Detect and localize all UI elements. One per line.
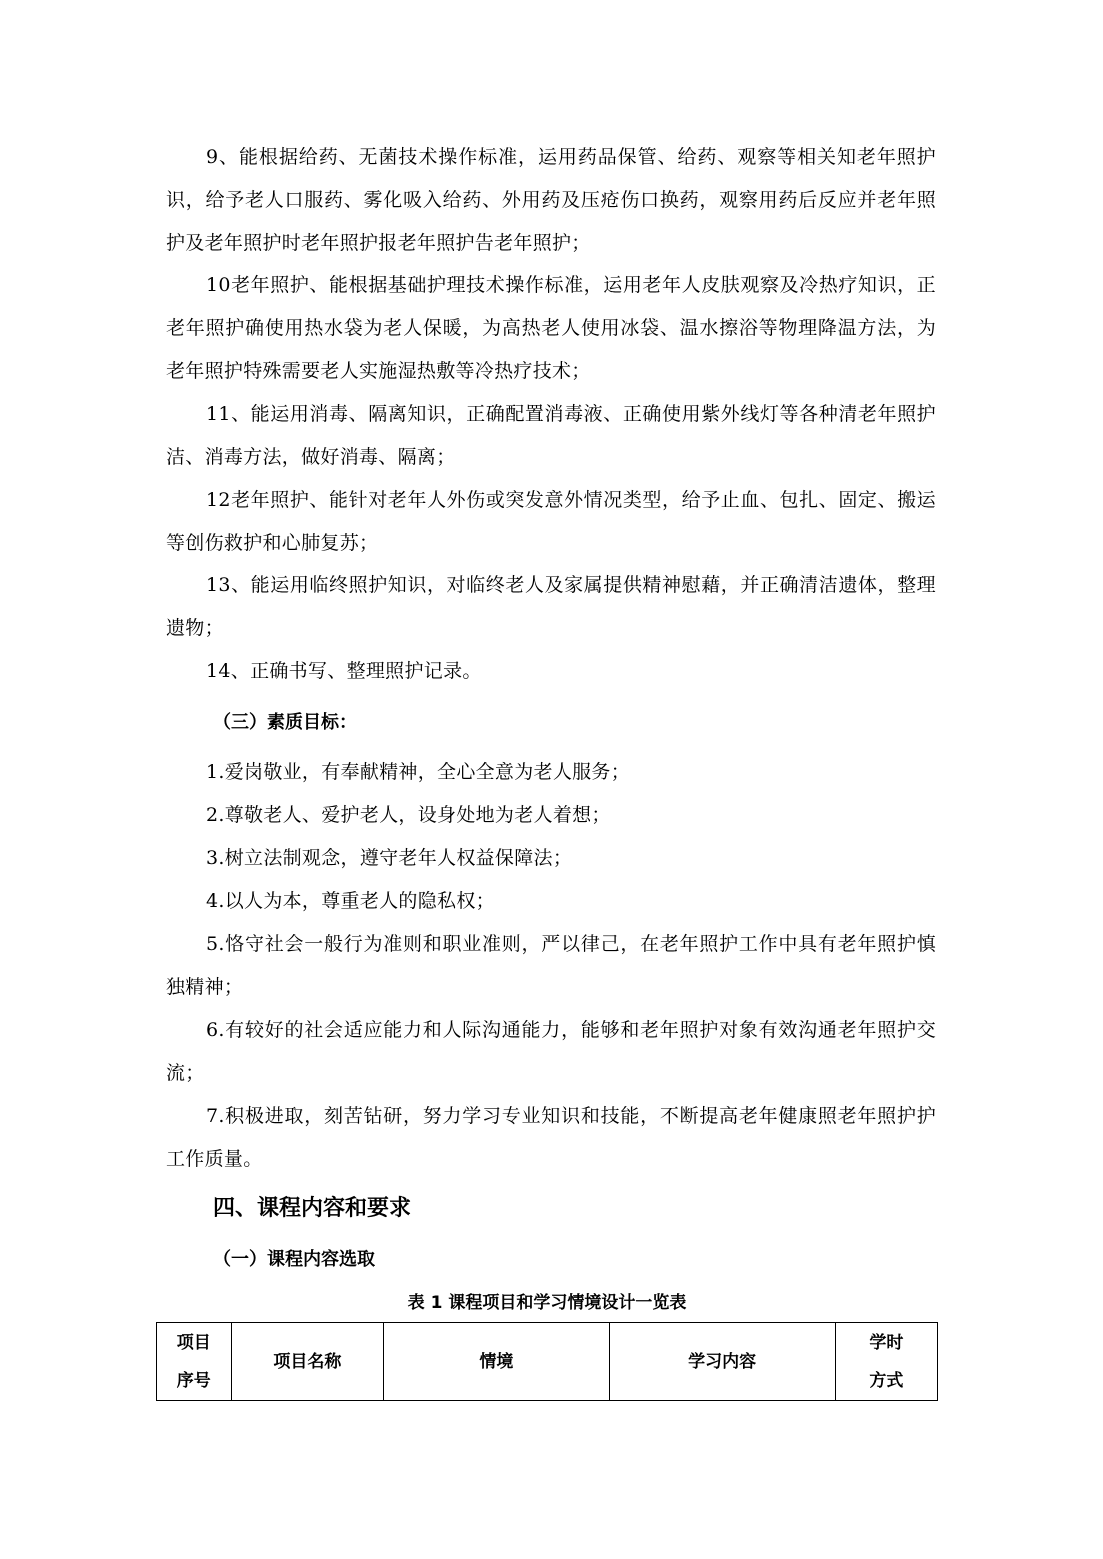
quality-item-7: 7.积极进取，刻苦钻研，努力学习专业知识和技能，不断提高老年健康照老年照护护工作质量。 bbox=[166, 1105, 936, 1170]
paragraph-item-13: 13、能运用临终照护知识，对临终老人及家属提供精神慰藉，并正确清洁遗体，整理遗物； bbox=[166, 574, 936, 639]
paragraph-item-9: 9、能根据给药、无菌技术操作标准，运用药品保管、给药、观察等相关知老年照护识，给予老人口服药、雾化吸入给药、外用药及压疮伤口换药，观察用药后反应并老年照护及老年照护时老年照护报老年照护告老年照护； bbox=[166, 146, 936, 254]
quality-item-3: 3.树立法制观念，遵守老年人权益保障法； bbox=[206, 847, 573, 869]
quality-item-6: 6.有较好的社会适应能力和人际沟通能力，能够和老年照护对象有效沟通老年照护交流； bbox=[166, 1019, 936, 1084]
quality-item-5: 5.恪守社会一般行为准则和职业准则，严以律己，在老年照护工作中具有老年照护慎独精神； bbox=[166, 933, 936, 998]
section-subtitle: （一）课程内容选取 bbox=[213, 1249, 375, 1270]
table-caption: 表 1 课程项目和学习情境设计一览表 bbox=[407, 1293, 687, 1313]
header-scenario: 情境 bbox=[384, 1323, 609, 1401]
header-name: 项目名称 bbox=[231, 1323, 384, 1401]
quality-goals-heading: （三）素质目标： bbox=[213, 712, 357, 733]
paragraph-item-12: 12老年照护、能针对老年人外伤或突发意外情况类型，给予止血、包扎、固定、搬运等创伤救护和心肺复苏； bbox=[166, 489, 936, 554]
header-content: 学习内容 bbox=[609, 1323, 835, 1401]
course-table bbox=[156, 1322, 938, 1401]
header-hours-line2: 方式 bbox=[869, 1370, 904, 1391]
header-seq-line2: 序号 bbox=[176, 1370, 211, 1391]
header-seq bbox=[157, 1323, 232, 1401]
header-hours-line1: 学时 bbox=[869, 1332, 904, 1353]
paragraph-item-10: 10老年照护、能根据基础护理技术操作标准，运用老年人皮肤观察及冷热疗知识，正老年照护确使用热水袋为老人保暖，为高热老人使用冰袋、温水擦浴等物理降温方法，为老年照护特殊需要老人实施湿热敷等冷热疗技术； bbox=[166, 274, 936, 382]
quality-item-4: 4.以人为本，尊重老人的隐私权； bbox=[206, 890, 495, 912]
paragraph-item-11: 11、能运用消毒、隔离知识，正确配置消毒液、正确使用紫外线灯等各种清老年照护洁、消毒方法，做好消毒、隔离； bbox=[166, 403, 936, 468]
paragraph-item-14: 14、正确书写、整理照护记录。 bbox=[206, 660, 482, 682]
header-hours bbox=[835, 1323, 937, 1401]
quality-item-1: 1.爱岗敬业，有奉献精神，全心全意为老人服务； bbox=[206, 761, 631, 783]
section-title: 四、课程内容和要求 bbox=[213, 1196, 412, 1221]
table-header-row bbox=[157, 1323, 938, 1401]
header-seq-line1: 项目 bbox=[176, 1332, 211, 1353]
quality-item-2: 2.尊敬老人、爱护老人，设身处地为老人着想； bbox=[206, 804, 611, 826]
